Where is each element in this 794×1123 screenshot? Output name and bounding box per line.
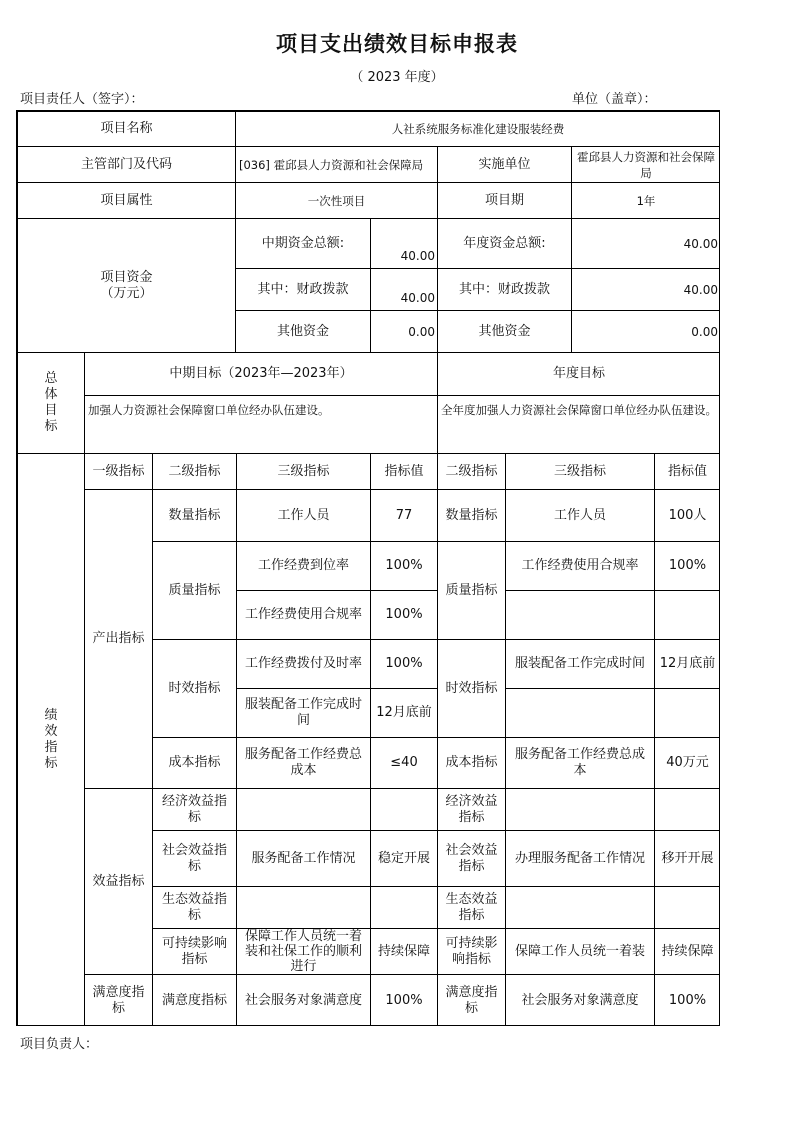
- benefit-indicator-label: 效益指标: [84, 788, 152, 974]
- mid-social-value: 稳定开展: [370, 830, 437, 886]
- dept-label: 主管部门及代码: [17, 146, 235, 182]
- header-value-mid: 指标值: [370, 453, 437, 489]
- economic-indicator-year: 经济效益指标: [437, 788, 505, 830]
- year-satisfaction-value: 100%: [654, 974, 720, 1026]
- year-total-value: 40.00: [571, 218, 720, 268]
- ecological-indicator-year: 生态效益指标: [437, 886, 505, 928]
- mid-satisfaction-value: 100%: [370, 974, 437, 1026]
- quality-indicator-mid: 质量指标: [152, 541, 236, 639]
- year-quality-name-1: 工作经费使用合规率: [505, 541, 654, 590]
- year-other-label: 其他资金: [437, 310, 571, 352]
- economic-indicator-mid: 经济效益指标: [152, 788, 236, 830]
- mid-fiscal-label: 其中：财政拨款: [235, 268, 370, 310]
- mid-other-value: 0.00: [370, 310, 437, 352]
- header-level1: 一级指标: [84, 453, 152, 489]
- mid-time-value-2: 12月底前: [370, 688, 437, 737]
- mid-time-name-2: 服装配备工作完成时间: [236, 688, 370, 737]
- header-level2-year: 二级指标: [437, 453, 505, 489]
- attr-label: 项目属性: [17, 182, 235, 218]
- impl-unit-value: 霍邱县人力资源和社会保障局: [571, 146, 720, 182]
- quantity-indicator-mid: 数量指标: [152, 489, 236, 541]
- year-economic-name: [505, 788, 654, 830]
- table-border-left: [16, 110, 18, 1026]
- mid-satisfaction-name: 社会服务对象满意度: [236, 974, 370, 1026]
- mid-cost-name: 服务配备工作经费总成本: [236, 737, 370, 788]
- cost-indicator-mid: 成本指标: [152, 737, 236, 788]
- year-social-name: 办理服务配备工作情况: [505, 830, 654, 886]
- output-indicator-label: 产出指标: [84, 489, 152, 788]
- page-title: 项目支出绩效目标申报表: [276, 32, 518, 56]
- cost-indicator-year: 成本指标: [437, 737, 505, 788]
- year-total-label: 年度资金总额:: [437, 218, 571, 268]
- mid-total-value: 40.00: [370, 218, 437, 268]
- mid-quality-value-1: 100%: [370, 541, 437, 590]
- year-goal-text: 全年度加强人力资源社会保障窗口单位经办队伍建设。: [437, 395, 720, 453]
- mid-total-label: 中期资金总额:: [235, 218, 370, 268]
- header-value-year: 指标值: [654, 453, 720, 489]
- sustain-indicator-mid: 可持续影响指标: [152, 928, 236, 974]
- mid-quantity-name: 工作人员: [236, 489, 370, 541]
- table-border-right: [719, 110, 720, 1026]
- ecological-indicator-mid: 生态效益指标: [152, 886, 236, 928]
- sustain-indicator-year: 可持续影响指标: [437, 928, 505, 974]
- mid-ecological-value: [370, 886, 437, 928]
- year-quantity-name: 工作人员: [505, 489, 654, 541]
- perf-indicator-label: 绩 效 指 标: [17, 453, 84, 1026]
- project-name-value: 人社系统服务标准化建设服装经费: [235, 110, 720, 146]
- funds-label: 项目资金 （万元）: [17, 218, 235, 352]
- header-level3-year: 三级指标: [505, 453, 654, 489]
- year-sustain-value: 持续保障: [654, 928, 720, 974]
- period-value: 1年: [571, 182, 720, 218]
- responsible-signature-label: 项目责任人（签字）：: [20, 92, 144, 107]
- mid-cost-value: ≤40: [370, 737, 437, 788]
- mid-fiscal-value: 40.00: [370, 268, 437, 310]
- year-sustain-name: 保障工作人员统一着装: [505, 928, 654, 974]
- satisfaction-indicator-mid: 满意度指标: [152, 974, 236, 1026]
- mid-quality-name-1: 工作经费到位率: [236, 541, 370, 590]
- mid-time-value-1: 100%: [370, 639, 437, 688]
- attr-value: 一次性项目: [235, 182, 437, 218]
- mid-goal-header: 中期目标（2023年—2023年）: [84, 352, 437, 395]
- year-fiscal-value: 40.00: [571, 268, 720, 310]
- quality-indicator-year: 质量指标: [437, 541, 505, 639]
- table-border-top: [17, 110, 720, 112]
- header-level2-mid: 二级指标: [152, 453, 236, 489]
- year-ecological-value: [654, 886, 720, 928]
- header-level3-mid: 三级指标: [236, 453, 370, 489]
- year-cost-name: 服务配备工作经费总成本: [505, 737, 654, 788]
- footer-responsible-label: 项目负责人：: [20, 1037, 99, 1052]
- satisfaction-label: 满意度指标: [84, 974, 152, 1026]
- mid-quality-value-2: 100%: [370, 590, 437, 639]
- overall-goal-label: 总 体 目 标: [17, 352, 84, 453]
- year-quality-value-2: [654, 590, 720, 639]
- quantity-indicator-year: 数量指标: [437, 489, 505, 541]
- year-other-value: 0.00: [571, 310, 720, 352]
- mid-economic-value: [370, 788, 437, 830]
- period-label: 项目期: [437, 182, 571, 218]
- year-fiscal-label: 其中：财政拨款: [437, 268, 571, 310]
- mid-time-name-1: 工作经费拨付及时率: [236, 639, 370, 688]
- year-time-name-1: 服装配备工作完成时间: [505, 639, 654, 688]
- mid-quantity-value: 77: [370, 489, 437, 541]
- mid-other-label: 其他资金: [235, 310, 370, 352]
- year-social-value: 移开开展: [654, 830, 720, 886]
- project-name-label: 项目名称: [17, 110, 235, 146]
- mid-sustain-value: 持续保障: [370, 928, 437, 974]
- satisfaction-indicator-year: 满意度指标: [437, 974, 505, 1026]
- year-ecological-name: [505, 886, 654, 928]
- year-economic-value: [654, 788, 720, 830]
- time-indicator-mid: 时效指标: [152, 639, 236, 737]
- mid-quality-name-2: 工作经费使用合规率: [236, 590, 370, 639]
- year-time-value-1: 12月底前: [654, 639, 720, 688]
- year-quantity-value: 100人: [654, 489, 720, 541]
- table-border-bottom: [17, 1025, 720, 1026]
- mid-goal-text: 加强人力资源社会保障窗口单位经办队伍建设。: [84, 395, 437, 453]
- time-indicator-year: 时效指标: [437, 639, 505, 737]
- social-indicator-mid: 社会效益指标: [152, 830, 236, 886]
- year-goal-header: 年度目标: [437, 352, 720, 395]
- mid-economic-name: [236, 788, 370, 830]
- year-quality-value-1: 100%: [654, 541, 720, 590]
- year-time-name-2: [505, 688, 654, 737]
- dept-value: [036] 霍邱县人力资源和社会保障局: [235, 146, 437, 182]
- mid-sustain-name: 保障工作人员统一着装和社保工作的顺利进行: [236, 928, 370, 974]
- mid-ecological-name: [236, 886, 370, 928]
- unit-seal-label: 单位（盖章）：: [572, 92, 657, 107]
- year-satisfaction-name: 社会服务对象满意度: [505, 974, 654, 1026]
- impl-unit-label: 实施单位: [437, 146, 571, 182]
- social-indicator-year: 社会效益指标: [437, 830, 505, 886]
- year-quality-name-2: [505, 590, 654, 639]
- year-cost-value: 40万元: [654, 737, 720, 788]
- mid-social-name: 服务配备工作情况: [236, 830, 370, 886]
- year-line: （ 2023 年度）: [350, 70, 444, 85]
- year-time-value-2: [654, 688, 720, 737]
